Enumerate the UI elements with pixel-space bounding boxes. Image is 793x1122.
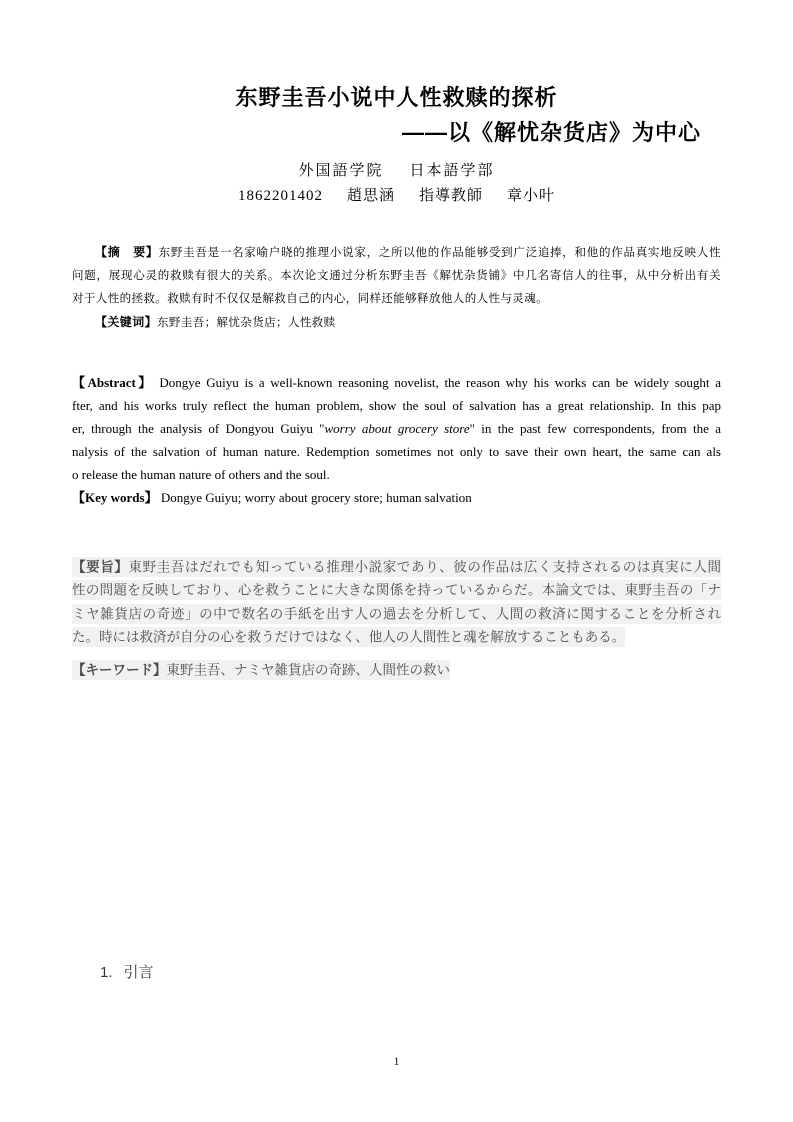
label-segment: 【要旨】 <box>72 557 129 577</box>
text-line <box>72 658 721 682</box>
text-line <box>72 288 721 311</box>
english-abstract <box>72 371 721 509</box>
text-line <box>72 486 721 509</box>
text-segment: " in the past few correspondents, from the a <box>469 421 721 436</box>
label-segment: 【キーワード】 <box>72 660 167 680</box>
college-name: 外国語学院 <box>298 163 384 179</box>
text-line <box>72 626 721 650</box>
author-line <box>72 185 721 207</box>
label-segment: 【摘 要】 <box>95 245 159 259</box>
student-name: 趙思涵 <box>346 188 395 204</box>
text-segment: 東野圭吾、ナミヤ雑貨店の奇跡、人間性の救い <box>167 660 451 680</box>
text-line <box>72 371 721 394</box>
text-line <box>72 602 721 626</box>
department-name: 日本語学部 <box>409 163 495 179</box>
text-segment: ミヤ雑貨店の奇迹」の中で数名の手紙を出す人の過去を分析して、人間の救済に関することを分析され <box>72 604 721 624</box>
text-line <box>72 394 721 417</box>
text-segment: 性の問題を反映しており、心を救うことに大きな関係を持っているからだ。本論文では、東野圭吾の「ナ <box>72 580 721 600</box>
text-line <box>72 579 721 603</box>
chinese-abstract <box>72 241 721 335</box>
text-segment: worry about grocery store <box>324 421 470 436</box>
text-segment: 东野圭吾是一名家喻户晓的推理小说家，之所以他的作品能够受到广泛追捧，和他的作品真实地反映人性 <box>158 247 721 259</box>
text-segment: 东野圭吾；解忧杂货店；人性救赎 <box>157 317 336 329</box>
text-segment: Dongye Guiyu; worry about grocery store; human salvation <box>157 490 472 505</box>
affiliation-line <box>72 160 721 182</box>
text-segment: 東野圭吾はだれでも知っている推理小説家であり、彼の作品は広く支持されるのは真実に人間 <box>129 557 722 577</box>
section-number: 1. <box>100 964 113 981</box>
advisor-label: 指導教師 <box>418 188 483 204</box>
text-line <box>72 555 721 579</box>
text-line <box>72 241 721 265</box>
text-segment: fter, and his works truly reflect the human problem, show the soul of salvation has a great relationship. In this pap <box>72 398 721 413</box>
label-segment: 【Key words】 <box>72 490 158 505</box>
label-segment: 【关键词】 <box>95 315 158 329</box>
page-title: 东野圭吾小说中人性救赎的探析 <box>235 85 558 110</box>
text-segment: 对于人性的拯救。救赎有时不仅仅是解救自己的内心，同样还能够释放他人的人性与灵魂。 <box>72 293 548 305</box>
text-line <box>72 463 721 486</box>
label-segment: 【Abstract】 <box>72 375 154 390</box>
text-line <box>72 417 721 440</box>
text-segment: nalysis of the salvation of human nature. Redemption sometimes not only to save their own heart, the same can als <box>72 444 721 459</box>
text-segment: er, through the analysis of Dongyou Guiyu " <box>72 421 325 436</box>
text-segment: o release the human nature of others and the soul. <box>72 467 330 482</box>
text-line <box>72 440 721 463</box>
section-heading-introduction <box>100 962 154 984</box>
advisor-name: 章小叶 <box>507 188 556 204</box>
page-subtitle: ——以《解忧杂货店》为中心 <box>401 120 701 145</box>
text-line <box>72 311 721 335</box>
text-segment: た。時には救済が自分の心を救うだけではなく、他人の人間性と魂を解放することもある。 <box>72 627 625 647</box>
student-id: 1862201402 <box>237 188 323 204</box>
text-segment: Dongye Guiyu is a well-known reasoning novelist, the reason why his works can be widely sought a <box>153 375 721 390</box>
text-segment: 问题，展现心灵的救赎有很大的关系。本次论文通过分析东野圭吾《解忧杂货铺》中几名寄信人的往事，从中分析出有关 <box>72 270 721 282</box>
japanese-keywords <box>72 658 721 682</box>
text-line <box>72 265 721 288</box>
section-title: 引言 <box>123 964 154 981</box>
page-number: 1 <box>393 1054 400 1068</box>
japanese-abstract <box>72 555 721 649</box>
